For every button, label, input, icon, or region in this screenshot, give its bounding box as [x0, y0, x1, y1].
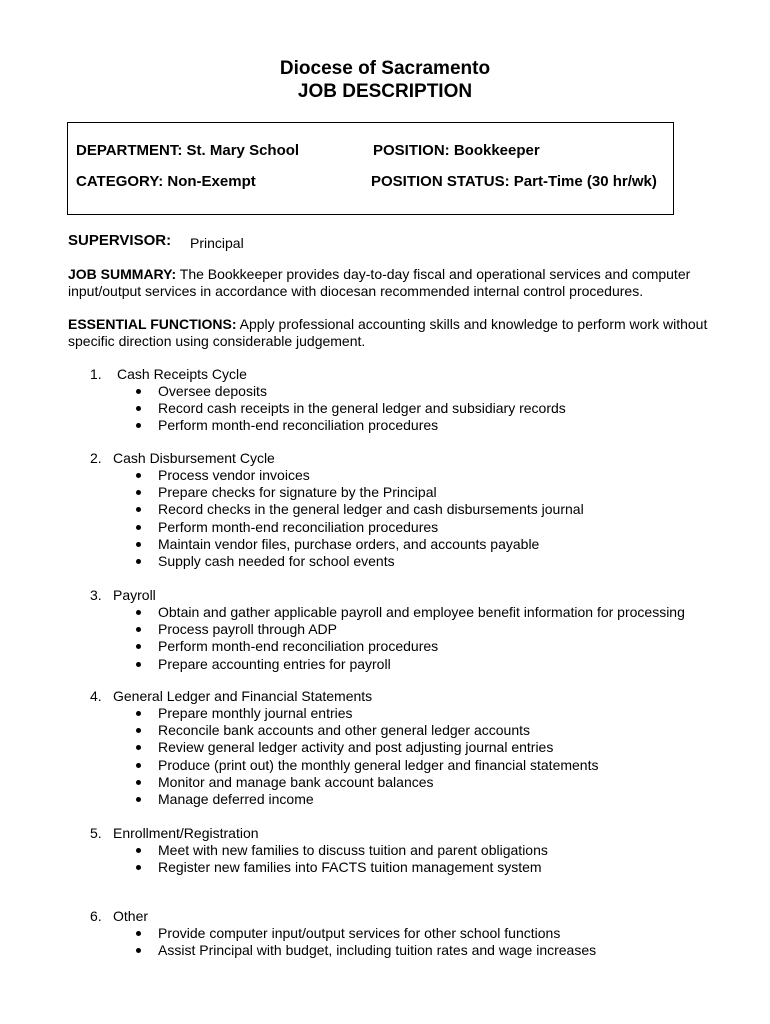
section-number: 4. — [90, 688, 102, 704]
list-item — [133, 484, 584, 501]
list-item-text: Reconcile bank accounts and other general ledger accounts — [158, 722, 531, 739]
bullet-icon — [136, 865, 141, 870]
list-item — [133, 859, 548, 876]
supervisor-label: SUPERVISOR: — [68, 232, 172, 249]
bullet-list — [133, 467, 584, 570]
bullet-icon — [136, 728, 141, 733]
list-item — [133, 774, 598, 791]
supervisor-line — [68, 232, 244, 251]
section-heading — [90, 688, 372, 705]
bullet-icon — [136, 525, 141, 530]
bullet-list — [133, 842, 548, 876]
list-item-text: Perform month-end reconciliation procedures — [158, 417, 439, 434]
section-number: 1. — [90, 366, 102, 382]
bullet-icon — [136, 542, 141, 547]
essential-functions-paragraph — [68, 316, 708, 350]
list-item-text: Register new families into FACTS tuition management system — [158, 859, 542, 876]
list-item-text: Prepare accounting entries for payroll — [158, 655, 391, 672]
list-item-text: Meet with new families to discuss tuition and parent obligations — [158, 842, 548, 858]
job-summary-text: The Bookkeeper provides day-to-day fiscal and operational services and computer input/output services in accordance with diocesan recommended internal control procedures. — [68, 266, 691, 299]
list-item — [133, 400, 566, 417]
list-item — [133, 417, 566, 434]
list-item — [133, 519, 584, 536]
essential-functions-label: ESSENTIAL FUNCTIONS: — [68, 316, 237, 332]
bullet-list — [133, 705, 598, 808]
bullet-icon — [136, 559, 141, 564]
list-item-text: Perform month-end reconciliation procedures — [158, 518, 439, 535]
list-item — [133, 604, 685, 621]
list-item-text: Record cash receipts in the general ledger and subsidiary records — [158, 400, 566, 417]
list-item — [133, 536, 584, 553]
list-item — [133, 791, 598, 808]
list-item — [133, 383, 566, 400]
section-heading — [90, 587, 156, 604]
department-field: DEPARTMENT: St. Mary School — [76, 142, 300, 159]
bullet-list — [133, 925, 596, 959]
bullet-icon — [136, 473, 141, 478]
section-heading — [90, 825, 259, 842]
category-field: CATEGORY: Non-Exempt — [76, 173, 256, 190]
list-item — [133, 739, 598, 756]
list-item — [133, 638, 685, 655]
section-number: 3. — [90, 587, 102, 603]
list-item — [133, 501, 584, 518]
list-item-text: Produce (print out) the monthly general ledger and financial statements — [158, 756, 599, 773]
list-item-text: Oversee deposits — [158, 383, 267, 399]
bullet-list — [133, 383, 566, 435]
section-number: 2. — [90, 450, 102, 466]
bullet-icon — [136, 662, 141, 667]
bullet-icon — [136, 745, 141, 750]
list-item-text: Maintain vendor files, purchase orders, and accounts payable — [158, 535, 540, 552]
bullet-icon — [136, 931, 141, 936]
section-title: Other — [113, 908, 149, 924]
position-status-field: POSITION STATUS: Part-Time (30 hr/wk) — [371, 173, 657, 190]
position-field: POSITION: Bookkeeper — [373, 142, 540, 159]
section-title: General Ledger and Financial Statements — [113, 688, 373, 704]
section-title: Cash Receipts Cycle — [117, 366, 247, 382]
bullet-icon — [136, 406, 141, 411]
section-heading — [90, 908, 148, 925]
list-item — [133, 722, 598, 739]
list-item-text: Process vendor invoices — [158, 467, 310, 483]
document-subtitle: JOB DESCRIPTION — [297, 81, 473, 102]
list-item-text: Supply cash needed for school events — [158, 552, 395, 569]
section-title: Cash Disbursement Cycle — [113, 450, 275, 466]
bullet-icon — [136, 644, 141, 649]
bullet-icon — [136, 763, 141, 768]
list-item-text: Perform month-end reconciliation procedures — [158, 638, 439, 655]
list-item-text: Review general ledger activity and post adjusting journal entries — [158, 739, 554, 756]
bullet-icon — [136, 948, 141, 953]
document-title: Diocese of Sacramento — [279, 58, 491, 79]
bullet-icon — [136, 848, 141, 853]
section-number: 6. — [90, 908, 102, 924]
list-item — [133, 925, 596, 942]
bullet-icon — [136, 423, 141, 428]
bullet-icon — [136, 711, 141, 716]
list-item — [133, 467, 584, 484]
list-item — [133, 705, 598, 722]
bullet-icon — [136, 610, 141, 615]
job-summary-paragraph — [68, 266, 708, 300]
list-item — [133, 553, 584, 570]
list-item-text: Process payroll through ADP — [158, 621, 337, 638]
bullet-icon — [136, 490, 141, 495]
list-item-text: Prepare checks for signature by the Principal — [158, 484, 437, 501]
essential-functions-text: Apply professional accounting skills and knowledge to perform work without specific direction using considerable judgement. — [68, 316, 708, 349]
list-item — [133, 842, 548, 859]
section-heading — [90, 450, 275, 467]
list-item-text: Record checks in the general ledger and cash disbursements journal — [158, 501, 584, 518]
bullet-icon — [136, 507, 141, 512]
section-title: Enrollment/Registration — [113, 825, 259, 841]
list-item — [133, 621, 685, 638]
list-item-text: Provide computer input/output services for other school functions — [158, 925, 561, 941]
section-heading — [90, 366, 247, 383]
job-summary-label: JOB SUMMARY: — [68, 266, 177, 282]
list-item-text: Monitor and manage bank account balances — [158, 773, 434, 790]
list-item-text: Prepare monthly journal entries — [158, 705, 353, 721]
bullet-icon — [136, 780, 141, 785]
list-item — [133, 656, 685, 673]
list-item-text: Assist Principal with budget, including tuition rates and wage increases — [158, 942, 597, 959]
list-item-text: Manage deferred income — [158, 790, 314, 807]
bullet-icon — [136, 627, 141, 632]
bullet-icon — [136, 797, 141, 802]
list-item-text: Obtain and gather applicable payroll and employee benefit information for processing — [158, 604, 685, 620]
section-title: Payroll — [113, 587, 156, 603]
job-info-box — [67, 122, 674, 215]
supervisor-value: Principal — [190, 235, 244, 251]
list-item — [133, 942, 596, 959]
list-item — [133, 757, 598, 774]
bullet-icon — [136, 389, 141, 394]
section-number: 5. — [90, 825, 102, 841]
bullet-list — [133, 604, 685, 673]
